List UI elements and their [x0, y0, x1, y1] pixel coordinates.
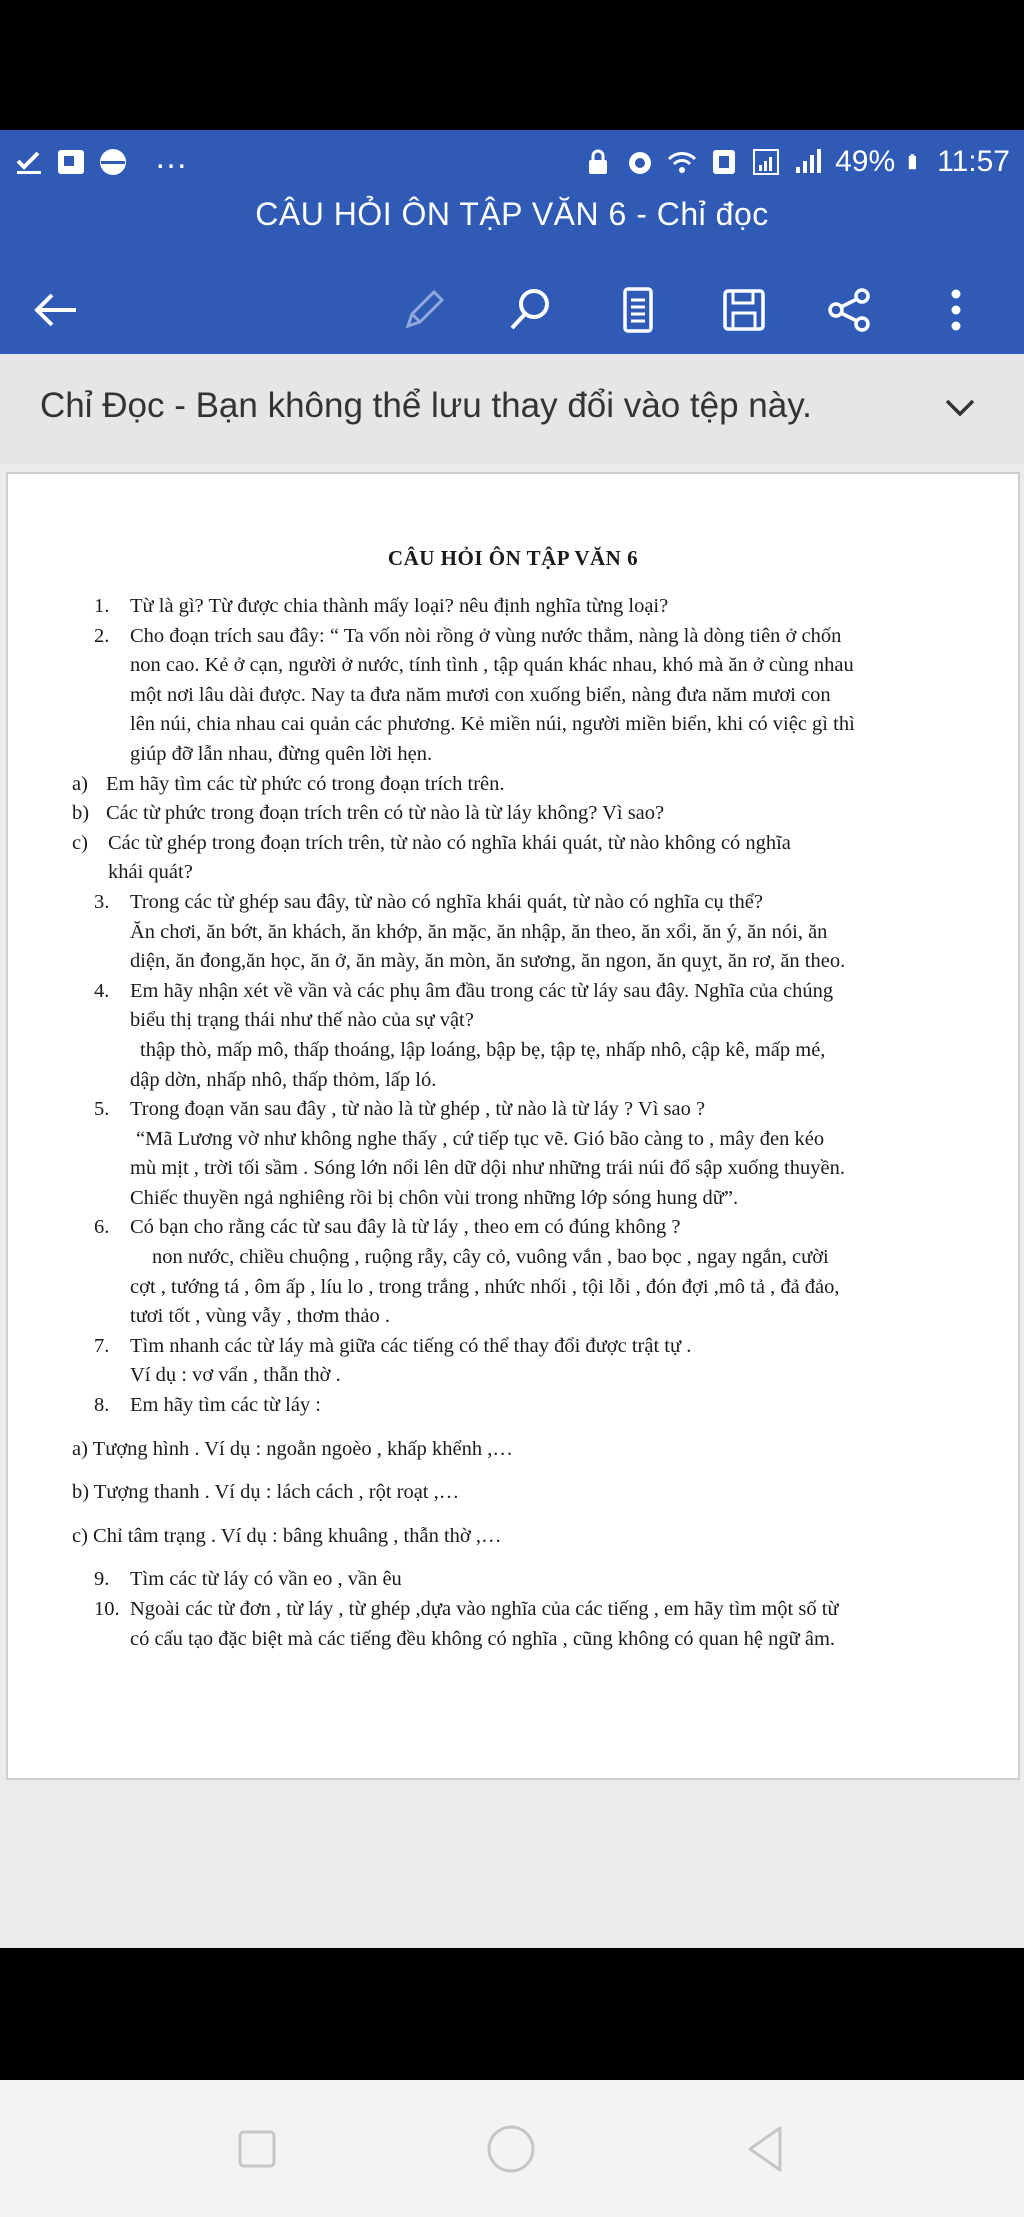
document-page	[6, 472, 1020, 1780]
more-options-button[interactable]	[928, 282, 984, 338]
pencil-icon	[400, 286, 448, 334]
question-6: 6. Có bạn cho rằng các từ sau đây là từ láy , theo em có đúng không ? non nước, chiều chuộng , ruộng rẫy, cây cỏ, vuông vắn , bao bọc , ngay ngắn, cười cợt , tướng tá , ôm ấp , líu lo , trong trắng , nhức nhối , tội lỗi , đón đợi ,mô tả , đả đảo, tươi tốt , vùng vẫy , thơm thảo .	[94, 1216, 840, 1328]
share-button[interactable]	[822, 282, 878, 338]
search-button[interactable]	[502, 282, 558, 338]
doc-heading: CÂU HỎI ÔN TẬP VĂN 6	[387, 546, 639, 570]
question-7: 7. Tìm nhanh các từ láy mà giữa các tiếng có thể thay đổi được trật tự . Ví dụ : vơ vẩn , thẫn thờ .	[94, 1334, 692, 1387]
lock-icon	[583, 147, 613, 177]
question-4: 4. Em hãy nhận xét về vần và các phụ âm đầu trong các từ láy sau đây. Nghĩa của chúng biểu thị trạng thái như thế nào của sự vật? thập thò, mấp mô, thấp thoáng, lập loáng, bập bẹ, tập tẹ, nhấp nhô, cập kê, mấp mé, dập dờn, nhấp nhô, thấp thỏm, lấp ló.	[94, 979, 834, 1091]
signal-2-icon	[793, 147, 823, 177]
gallery-icon	[56, 147, 86, 177]
back-button[interactable]	[28, 282, 84, 338]
clock: 11:57	[937, 145, 1010, 178]
document-title-bar: CÂU HỎI ÔN TẬP VĂN 6 - Chỉ đọc	[255, 196, 769, 232]
read-only-message: Chỉ Đọc - Bạn không thể lưu thay đổi vào tệp này.	[40, 386, 812, 425]
save-icon	[720, 286, 768, 334]
question-8c: c) Chỉ tâm trạng . Ví dụ : bâng khuâng , thẫn thờ ,…	[72, 1524, 502, 1547]
question-5: 5. Trong đoạn văn sau đây , từ nào là từ ghép , từ nào là từ láy ? Vì sao ? “Mã Lương vờ như không nghe thấy , cứ tiếp tục vẽ. Gió bão càng to , mây đen kéo mù mịt , trời tối sầm . Sóng lớn nổi lên dữ dội như những trái núi đổ sập xuống thuyền. Chiếc thuyền ngả nghiêng rồi bị chôn vùi trong những lớp sóng hung dữ”.	[94, 1098, 845, 1209]
wifi-icon	[667, 147, 697, 177]
back-arrow-icon	[32, 290, 80, 330]
question-9: 9. Tìm các từ láy có vần eo , vần êu	[94, 1568, 402, 1591]
signal-1-icon	[751, 147, 781, 177]
recent-apps-icon[interactable]	[232, 2124, 282, 2174]
edit-button[interactable]	[396, 282, 452, 338]
back-nav-icon[interactable]	[742, 2124, 792, 2174]
question-3: 3. Trong các từ ghép sau đây, từ nào có nghĩa khái quát, từ nào có nghĩa cụ thể? Ăn chơi, ăn bớt, ăn khách, ăn khớp, ăn mặc, ăn nhập, ăn theo, ăn xổi, ăn ý, ăn nói, ăn diện, ăn đong,ăn học, ăn ở, ăn mày, ăn mòn, ăn sương, ăn ngon, ăn quỵt, ăn rơ, ăn theo.	[94, 890, 846, 973]
question-8: 8. Em hãy tìm các từ láy :	[94, 1394, 321, 1417]
download-check-icon	[14, 147, 44, 177]
more-icon	[946, 286, 966, 334]
nfc-icon	[709, 147, 739, 177]
question-2a: a) Em hãy tìm các từ phức có trong đoạn trích trên.	[72, 772, 505, 795]
question-8a: a) Tượng hình . Ví dụ : ngoằn ngoèo , khấp khểnh ,…	[72, 1437, 513, 1460]
question-10: 10. Ngoài các từ đơn , từ láy , từ ghép ,dựa vào nghĩa của các tiếng , em hãy tìm một số từ có cấu tạo đặc biệt mà các tiếng đều không có nghĩa , cũng không có quan hệ ngữ âm.	[94, 1598, 839, 1650]
top-black-bar	[0, 0, 1024, 130]
search-icon	[506, 286, 554, 334]
home-icon[interactable]	[486, 2124, 536, 2174]
battery-icon	[907, 147, 925, 177]
system-nav-bar	[0, 2080, 1024, 2217]
doc-body	[72, 592, 954, 1654]
read-only-banner[interactable]	[0, 354, 1024, 466]
question-2: 2. Cho đoạn trích sau đây: “ Ta vốn nòi rồng ở vùng nước thẳm, nàng là dòng tiên ở chốn non cao. Kẻ ở cạn, người ở nước, tính tình , tập quán khác nhau, khó mà ăn ở cùng nhau một nơi lâu dài được. Nay ta đưa năm mươi con xuống biển, nàng đưa năm mươi con lên núi, chia nhau cai quản các phương. Kẻ miền núi, người miền biển, khi có việc gì thì giúp đỡ lẫn nhau, đừng quên lời hẹn.	[94, 624, 855, 765]
save-button[interactable]	[716, 282, 772, 338]
bottom-black-bar	[0, 1948, 1024, 2080]
reader-view-button[interactable]	[610, 282, 666, 338]
question-2c: c) Các từ ghép trong đoạn trích trên, từ nào có nghĩa khái quát, từ nào không có nghĩa khái quát?	[72, 831, 791, 884]
question-2b: b) Các từ phức trong đoạn trích trên có từ nào là từ láy không? Vì sao?	[72, 802, 665, 825]
app-notification-icon	[98, 147, 128, 177]
reader-icon	[618, 286, 658, 334]
alarm-icon	[625, 147, 655, 177]
battery-percent: 49%	[835, 145, 896, 178]
question-1: 1. Từ là gì? Từ được chia thành mấy loại? nêu định nghĩa từng loại?	[94, 595, 669, 617]
status-bar	[0, 130, 1024, 194]
chevron-down-icon[interactable]	[944, 398, 976, 418]
share-icon	[826, 286, 874, 334]
question-8b: b) Tượng thanh . Ví dụ : lách cách , rột roạt ,…	[72, 1481, 460, 1504]
app-bar	[0, 194, 1024, 354]
document-viewport[interactable]	[0, 464, 1024, 1948]
more-notifications: …	[154, 137, 188, 176]
toolbar	[0, 264, 1024, 350]
